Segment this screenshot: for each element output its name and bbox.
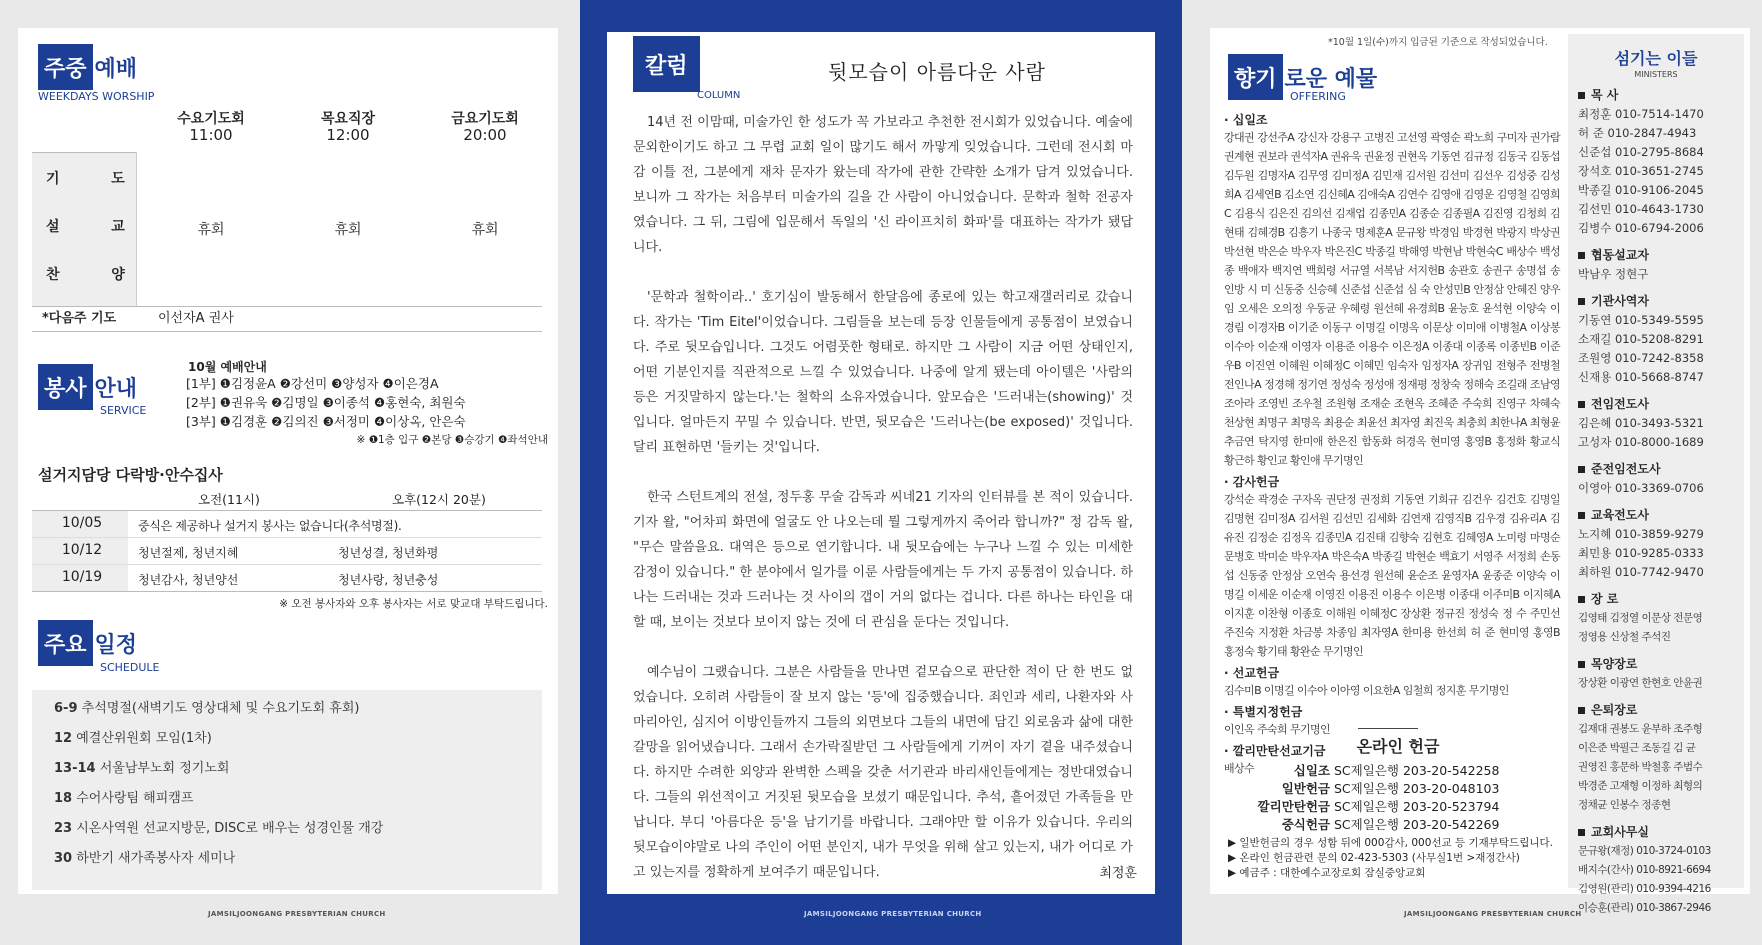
minister-line: 최정훈 010-7514-1470 bbox=[1578, 107, 1704, 121]
schedule-title-rest: 일정 bbox=[94, 632, 138, 658]
worship-title-box: 주중 bbox=[38, 44, 93, 90]
dish-row-2-pm: 청년성결, 청년화평 bbox=[338, 546, 439, 560]
ministers-group-heading: 전임전도사 bbox=[1578, 395, 1742, 412]
offering-names: 강대권 강선주A 강신자 강용구 고병진 고선영 곽영순 곽노희 구미자 권가람 권계현 권보라 권석자A 권유욱 권윤정 권현옥 기동연 김규정 김동국 김동섭 김두원 김명자A 김무영 김미정A 김민재 김서원 김선미 김선우 김성중 김성희A 김세연B 김소연 김신혜A 김애숙A 김연수 김영애 김영운 김영철 김영희C 김용식 김은진 김의선 김재업 김종민A 김종순 김종필A 김진영 김청희 김현태 김혜경B 김흥기 나종국 명제훈A 문규왕 박경임 박경현 박광지 박상권 박선현 박은순 박우자 박은진C 박종길 박해영 박현남 박현숙C 배상수 백성종 백애자 백지연 백희령 서규열 서복남 서지헌B 송관호 송권구 송명섭 송인방 시 미 신동중 신승혜 신준섭 신준섭 심 숙 안성민B 안정삼 안혜진 양우임 오세은 오의정 우동균 우혜령 원선혜 유경희B 윤능호 윤석현 이양숙 이경림 이경자B 이기준 이동구 이명길 이명옥 이문상 이미애 이병철A 이상봉 이수아 이순재 이영자 이용준 이용수 이은정A 이종대 이종록 이종빈B 이준우B 이진연 이혜원 이혜정C 이혜민 임숙자 임정자A 장귀임 전형주 전병철 전인나A 정경해 정기연 정성숙 정성애 정재평 정창숙 정해숙 조길래 조남영 조아라 조영빈 조우철 조원형 조재순 조현옥 조혜준 주숙희 진영구 차혜숙 천상현 최명구 최명옥 최용순 최윤선 최자영 최진욱 최충희 최한나A 최형윤 추금연 탁지영 한미애 한은진 함동화 허경옥 현미영 홍영B 홍정화 황교식 황근하 황인교 황인애 무기명인 bbox=[1224, 131, 1560, 467]
minister-line: 신재용 010-5668-8747 bbox=[1578, 370, 1704, 384]
worship-col-3-time: 20:00 bbox=[463, 126, 507, 144]
ministers-group-heading: 기관사역자 bbox=[1578, 292, 1742, 309]
schedule-header bbox=[38, 620, 137, 666]
column-paragraph: 한국 스턴트계의 전설, 정두홍 무술 감독과 씨네21 기자의 인터뷰를 본 적이 있습니다. 기자 왈, "어차피 화면에 얼굴도 안 나오는데 뭘 그렇게까지 죽어라 합니까?" 정 감독 왈, "무슨 말씀을요. 대역은 등으로 연기합니다. 내 뒷모습에는 누구나 느낄 수 있는 미세한 감정이 있습니다." 한 분야에서 일가를 이룬 사람들에게는 두 가지 공통점이 있습니다. 하나는 드러내는 것과 드러나는 것 사이의 갭이 거의 없다는 겁니다. 다른 하나는 타인을 대할 때, 보이는 것보다 보이지 않는 것에 더 관심을 둔다는 것입니다. bbox=[633, 490, 1133, 630]
ministers-group-heading: 은퇴장로 bbox=[1578, 701, 1742, 718]
dish-row-3-date: 10/19 bbox=[61, 569, 103, 585]
offering-names: 이인옥 주숙희 무기명인 bbox=[1224, 723, 1331, 736]
square-bullet-icon bbox=[1578, 829, 1585, 836]
minister-line: 김은혜 010-3493-5321 bbox=[1578, 416, 1704, 430]
dish-row-1-am: 중식은 제공하나 설거지 봉사는 없습니다(추석명절). bbox=[138, 519, 402, 533]
worship-cell-wed: 휴회 bbox=[197, 222, 225, 238]
service-note: ※ ❶1층 입구 ❷본당 ❸승강기 ❹좌석안내 bbox=[356, 434, 548, 446]
column-paragraph: '문학과 철학이라..' 호기심이 발동해서 한달음에 종로에 있는 학고재갤러리로 갔습니다. 작가는 'Tim Eitel'이었습니다. 그림들을 보는데 등장 인물들에게 공통점이 보였습니다. 주로 뒷모습입니다. 그것도 어렴풋한 형태로. 하지만 그 사람이 지금 어떤 상태인지, 어떤 기분인지를 직관적으로 느낄 수 있었습니다. 나중에 알게 됐는데 아이텔은 '사람의 등은 거짓말하지 않는다.'는 철학의 소유자였습니다. 앞모습은 '드러내는(showing)' 것입니다. 얼마든지 꾸밀 수 있습니다. 반면, 뒷모습은 '드러나는(be exposed)' 것입니다. 달리 표현하면 '들키는 것'입니다. bbox=[633, 290, 1133, 455]
square-bullet-icon bbox=[1578, 401, 1585, 408]
service-line-2: [2부] ❶권유욱 ❷김명일 ❸이종석 ❹홍현숙, 최원숙 bbox=[186, 395, 466, 410]
minister-line: 조원영 010-7242-8358 bbox=[1578, 351, 1704, 365]
worship-row-sermon: 설 교 bbox=[46, 219, 139, 235]
schedule-title-box: 주요 bbox=[38, 620, 93, 666]
minister-line: 허 준 010-2847-4943 bbox=[1578, 126, 1697, 140]
footer-right: JAMSILJOONGANG PRESBYTERIAN CHURCH bbox=[1404, 910, 1582, 918]
dish-row-3-pm: 청년사랑, 청년충성 bbox=[338, 573, 439, 587]
column-body bbox=[633, 110, 1133, 910]
minister-line: 박남우 정현구 bbox=[1578, 267, 1649, 281]
online-note: ▶ 일반헌금의 경우 성함 뒤에 000감사, 000선교 등 기재부탁드립니다. bbox=[1228, 837, 1553, 849]
schedule-item: 13-14 서울남부노회 정기노회 bbox=[54, 761, 230, 776]
service-line-1: [1부] ❶김정윤A ❷강선미 ❸양성자 ❹이은경A bbox=[186, 376, 439, 391]
schedule-subtitle: SCHEDULE bbox=[100, 661, 160, 674]
column-header bbox=[633, 46, 700, 92]
left-panel bbox=[18, 28, 558, 894]
online-account-row: 깔리만탄헌금 SC제일은행 203-20-523794 bbox=[1257, 799, 1500, 814]
ministers-group-heading: 교회사무실 bbox=[1578, 823, 1742, 840]
minister-line: 김선민 010-4643-1730 bbox=[1578, 202, 1704, 216]
offering-names: 배상수 bbox=[1224, 762, 1255, 775]
offering-heading: · 선교헌금 bbox=[1224, 666, 1280, 680]
worship-row-praise: 찬 양 bbox=[46, 267, 139, 283]
schedule-item: 30 하반기 새가족봉사자 세미나 bbox=[54, 851, 236, 866]
worship-row-prayer: 기 도 bbox=[46, 171, 139, 187]
worship-cell-fri: 휴회 bbox=[471, 222, 499, 238]
minister-line: 배지수(간사) 010-8921-6694 bbox=[1578, 864, 1711, 876]
footer-middle: JAMSILJOONGANG PRESBYTERIAN CHURCH bbox=[804, 910, 982, 918]
schedule-list bbox=[32, 690, 542, 890]
schedule-item: 6-9 추석명절(새벽기도 영상대체 및 수요기도회 휴회) bbox=[54, 701, 360, 716]
square-bullet-icon bbox=[1578, 252, 1585, 259]
dish-title: 설거지담당 다락방·안수집사 bbox=[38, 466, 223, 484]
online-account-row: 일반헌금 SC제일은행 203-20-048103 bbox=[1281, 781, 1500, 796]
minister-line: 권영진 홍문하 박철홍 주범수 bbox=[1578, 761, 1703, 773]
online-account-row: 중식헌금 SC제일은행 203-20-542269 bbox=[1281, 817, 1500, 832]
offering-note-top: *10월 1일(수)까지 입금된 기준으로 작성되었습니다. bbox=[1328, 37, 1548, 48]
minister-line: 이은준 박필근 조동길 김 균 bbox=[1578, 742, 1696, 754]
dish-note: ※ 오전 봉사자와 오후 봉사자는 서로 맞교대 부탁드립니다. bbox=[279, 598, 548, 610]
minister-line: 노지혜 010-3859-9279 bbox=[1578, 527, 1704, 541]
column-title: 뒷모습이 아름다운 사람 bbox=[828, 60, 1046, 84]
footer-left: JAMSILJOONGANG PRESBYTERIAN CHURCH bbox=[208, 910, 386, 918]
minister-line: 소재길 010-5208-8291 bbox=[1578, 332, 1704, 346]
offering-subtitle: OFFERING bbox=[1290, 90, 1346, 103]
worship-cell-thu: 휴회 bbox=[334, 222, 362, 238]
worship-subtitle: WEEKDAYS WORSHIP bbox=[38, 90, 155, 103]
minister-line: 고성자 010-8000-1689 bbox=[1578, 435, 1704, 449]
ministers-subtitle: MINISTERS bbox=[1634, 70, 1678, 79]
service-subtitle: SERVICE bbox=[100, 404, 147, 417]
column-author: 최정훈 bbox=[1099, 866, 1137, 881]
service-title-rest: 안내 bbox=[94, 376, 138, 402]
ministers-group-heading: 장 로 bbox=[1578, 590, 1742, 607]
worship-col-1-name: 수요기도회 bbox=[177, 111, 245, 127]
service-month-title: 10월 예배안내 bbox=[188, 360, 267, 374]
minister-line: 이승훈(관리) 010-3867-2946 bbox=[1578, 902, 1711, 914]
column-paragraph: 14년 전 이맘때, 미술가인 한 성도가 꼭 가보라고 추천한 전시회가 있었습니다. 예술에 문외한이기도 하고 그 무렵 교회 일이 많기도 해서 까맣게 잊었습니다. 그런데 전시회 마감 이틀 전, 그분에게 재차 문자가 왔는데 작가에 관한 간략한 소개가 담겨 있었습니다. 보니까 그 작가는 처음부터 미술가의 길을 간 사람이 아니었습니다. 문학과 철학 전공자였습니다. 그 뒤, 그림에 입문해서 독일의 '신 라이프치히 화파'를 대표하는 작가가 됐답니다. bbox=[633, 115, 1133, 255]
column-tag: 칼럼 bbox=[633, 36, 700, 92]
minister-line: 장상환 이광연 한현호 안윤권 bbox=[1578, 677, 1703, 689]
online-accounts bbox=[1240, 762, 1499, 834]
ministers-title: 섬기는 이들 bbox=[1614, 49, 1698, 68]
offering-names: 김수미B 이명길 이수아 이아영 이요한A 임철희 정지훈 무기명인 bbox=[1224, 684, 1509, 697]
worship-header bbox=[38, 44, 137, 90]
worship-title-rest: 예배 bbox=[94, 56, 138, 82]
ministers-group-heading: 목양장로 bbox=[1578, 655, 1742, 672]
square-bullet-icon bbox=[1578, 466, 1585, 473]
worship-col-3-name: 금요기도회 bbox=[451, 111, 519, 127]
dish-col-am: 오전(11시) bbox=[198, 492, 260, 507]
minister-line: 김재대 권봉도 윤부하 조주형 bbox=[1578, 723, 1703, 735]
minister-line: 정채균 인봉수 정종현 bbox=[1578, 799, 1671, 811]
square-bullet-icon bbox=[1578, 92, 1585, 99]
minister-line: 장석호 010-3651-2745 bbox=[1578, 164, 1704, 178]
square-bullet-icon bbox=[1578, 512, 1585, 519]
service-title-box: 봉사 bbox=[38, 364, 93, 410]
offering-title-box: 향기 bbox=[1228, 54, 1283, 100]
minister-line: 최민용 010-9285-0333 bbox=[1578, 546, 1704, 560]
ministers-list bbox=[1578, 78, 1742, 918]
minister-line: 김영태 김정열 이문상 전문영 bbox=[1578, 612, 1703, 624]
online-account-row: 십일조 SC제일은행 203-20-542258 bbox=[1293, 763, 1500, 778]
offering-title-rest: 로운 예물 bbox=[1284, 66, 1378, 92]
offering-heading: · 감사헌금 bbox=[1224, 475, 1280, 489]
minister-line: 정영용 신상철 주석진 bbox=[1578, 631, 1671, 643]
square-bullet-icon bbox=[1578, 707, 1585, 714]
minister-line: 신준섭 010-2795-8684 bbox=[1578, 145, 1704, 159]
minister-line: 기동연 010-5349-5595 bbox=[1578, 313, 1704, 327]
worship-col-2-time: 12:00 bbox=[326, 126, 370, 144]
offering-heading: · 깔리만탄선교기금 bbox=[1224, 744, 1326, 758]
next-prayer-label: *다음주 기도 bbox=[42, 311, 117, 326]
minister-line: 최하원 010-7742-9470 bbox=[1578, 565, 1704, 579]
offering-heading: · 십일조 bbox=[1224, 113, 1268, 127]
online-title: 온라인 헌금 bbox=[1356, 737, 1440, 756]
worship-col-1-time: 11:00 bbox=[189, 126, 233, 144]
minister-line: 박종길 010-9106-2045 bbox=[1578, 183, 1704, 197]
next-prayer-value: 이선자A 권사 bbox=[158, 311, 234, 326]
minister-line: 문규왕(재정) 010-3724-0103 bbox=[1578, 845, 1711, 857]
ministers-group-heading: 목 사 bbox=[1578, 86, 1742, 103]
column-tag-sub: COLUMN bbox=[697, 90, 741, 101]
square-bullet-icon bbox=[1578, 661, 1585, 668]
dish-row-3-am: 청년감사, 청년양선 bbox=[138, 573, 239, 587]
minister-line: 박경준 고재형 이정하 최형의 bbox=[1578, 780, 1703, 792]
ministers-group-heading: 준전임전도사 bbox=[1578, 460, 1742, 477]
minister-line: 김병수 010-6794-2006 bbox=[1578, 221, 1704, 235]
minister-line: 김영원(관리) 010-9394-4216 bbox=[1578, 883, 1711, 895]
minister-line: 이영아 010-3369-0706 bbox=[1578, 481, 1704, 495]
column-panel bbox=[607, 32, 1155, 894]
square-bullet-icon bbox=[1578, 298, 1585, 305]
worship-col-2-name: 목요직장 bbox=[320, 111, 376, 127]
online-note: ▶ 예금주 : 대한예수교장로회 잠실중앙교회 bbox=[1228, 867, 1426, 879]
square-bullet-icon bbox=[1578, 596, 1585, 603]
dish-row-2-am: 청년절제, 청년지혜 bbox=[138, 546, 239, 560]
offering-heading: · 특별지정헌금 bbox=[1224, 705, 1303, 719]
dish-col-pm: 오후(12시 20분) bbox=[392, 492, 486, 507]
online-note: ▶ 온라인 헌금관련 문의 02-423-5303 (사무실1번 >재정간사) bbox=[1228, 852, 1520, 864]
ministers-group-heading: 협동설교자 bbox=[1578, 246, 1742, 263]
ministers-group-heading: 교육전도사 bbox=[1578, 506, 1742, 523]
schedule-item: 23 시온사역원 선교지방문, DISC로 배우는 성경인물 개강 bbox=[54, 821, 384, 836]
online-notes bbox=[1228, 836, 1553, 881]
schedule-item: 18 수어사랑팀 해피캠프 bbox=[54, 791, 194, 806]
dish-row-2-date: 10/12 bbox=[61, 542, 103, 558]
column-paragraph: 예수님이 그랬습니다. 그분은 사람들을 만나면 겉모습으로 판단한 적이 단 한 번도 없었습니다. 오히려 사람들이 잘 보지 않는 '등'에 집중했습니다. 죄인과 세리, 나환자와 사마리아인, 심지어 이방인들까지 그들의 외면보다 그들의 내면에 담긴 외로움과 삶에 대한 갈망을 읽어냈습니다. 그래서 손가락질받던 그 사람들에게 기꺼이 자기 곁을 내주셨습니다. 하지만 수려한 외양과 완벽한 스펙을 갖춘 서기관과 바리새인들에게는 정반대였습니다. 그들의 위선적이고 거짓된 뒷모습을 보셨기 때문입니다. 추석, 흩어졌던 가족들을 만납니다. 부디 '아름다운 등'을 남기기를 바랍니다. 그래야만 할 이유가 있습니다. 우리의 뒷모습이야말로 나의 주인이 어떤 분인지, 내가 무엇을 위해 살고 있는지, 내가 어디로 가고 있는지를 정확하게 보여주기 때문입니다. bbox=[633, 665, 1133, 880]
offering-names: 강석순 곽경순 구자옥 권단정 권정희 기동연 기희규 김건우 김건호 김명일 김명현 김미정A 김서원 김선민 김세화 김연재 김영직B 김우경 김유리A 김유진 김정순 김정옥 김종민A 김진태 김향숙 김현호 김혜영A 노미령 마명순 문병호 박미순 박우자A 박은숙A 박종길 박현순 백효기 서영주 서정희 손동섭 신동중 안정삼 오연숙 용선경 원선혜 윤순조 윤영자A 윤종준 이양숙 이명길 이세운 이순재 이영진 이용진 이용수 이은병 이종대 이주미B 이지혜A 이지훈 이찬형 이종호 이해원 이혜정C 장상환 정규진 정성숙 정 수 주민선 주진숙 지정환 차금봉 차종임 최자영A 한미용 한선희 허 준 현미영 홍영B 홍정숙 황기태 황완순 무기명인 bbox=[1224, 493, 1560, 658]
service-line-3: [3부] ❶김경훈 ❷김의진 ❸서정미 ❹이상옥, 안은숙 bbox=[186, 414, 466, 429]
dish-row-1-date: 10/05 bbox=[61, 515, 103, 531]
schedule-item: 12 예결산위원회 모임(1차) bbox=[54, 731, 212, 746]
